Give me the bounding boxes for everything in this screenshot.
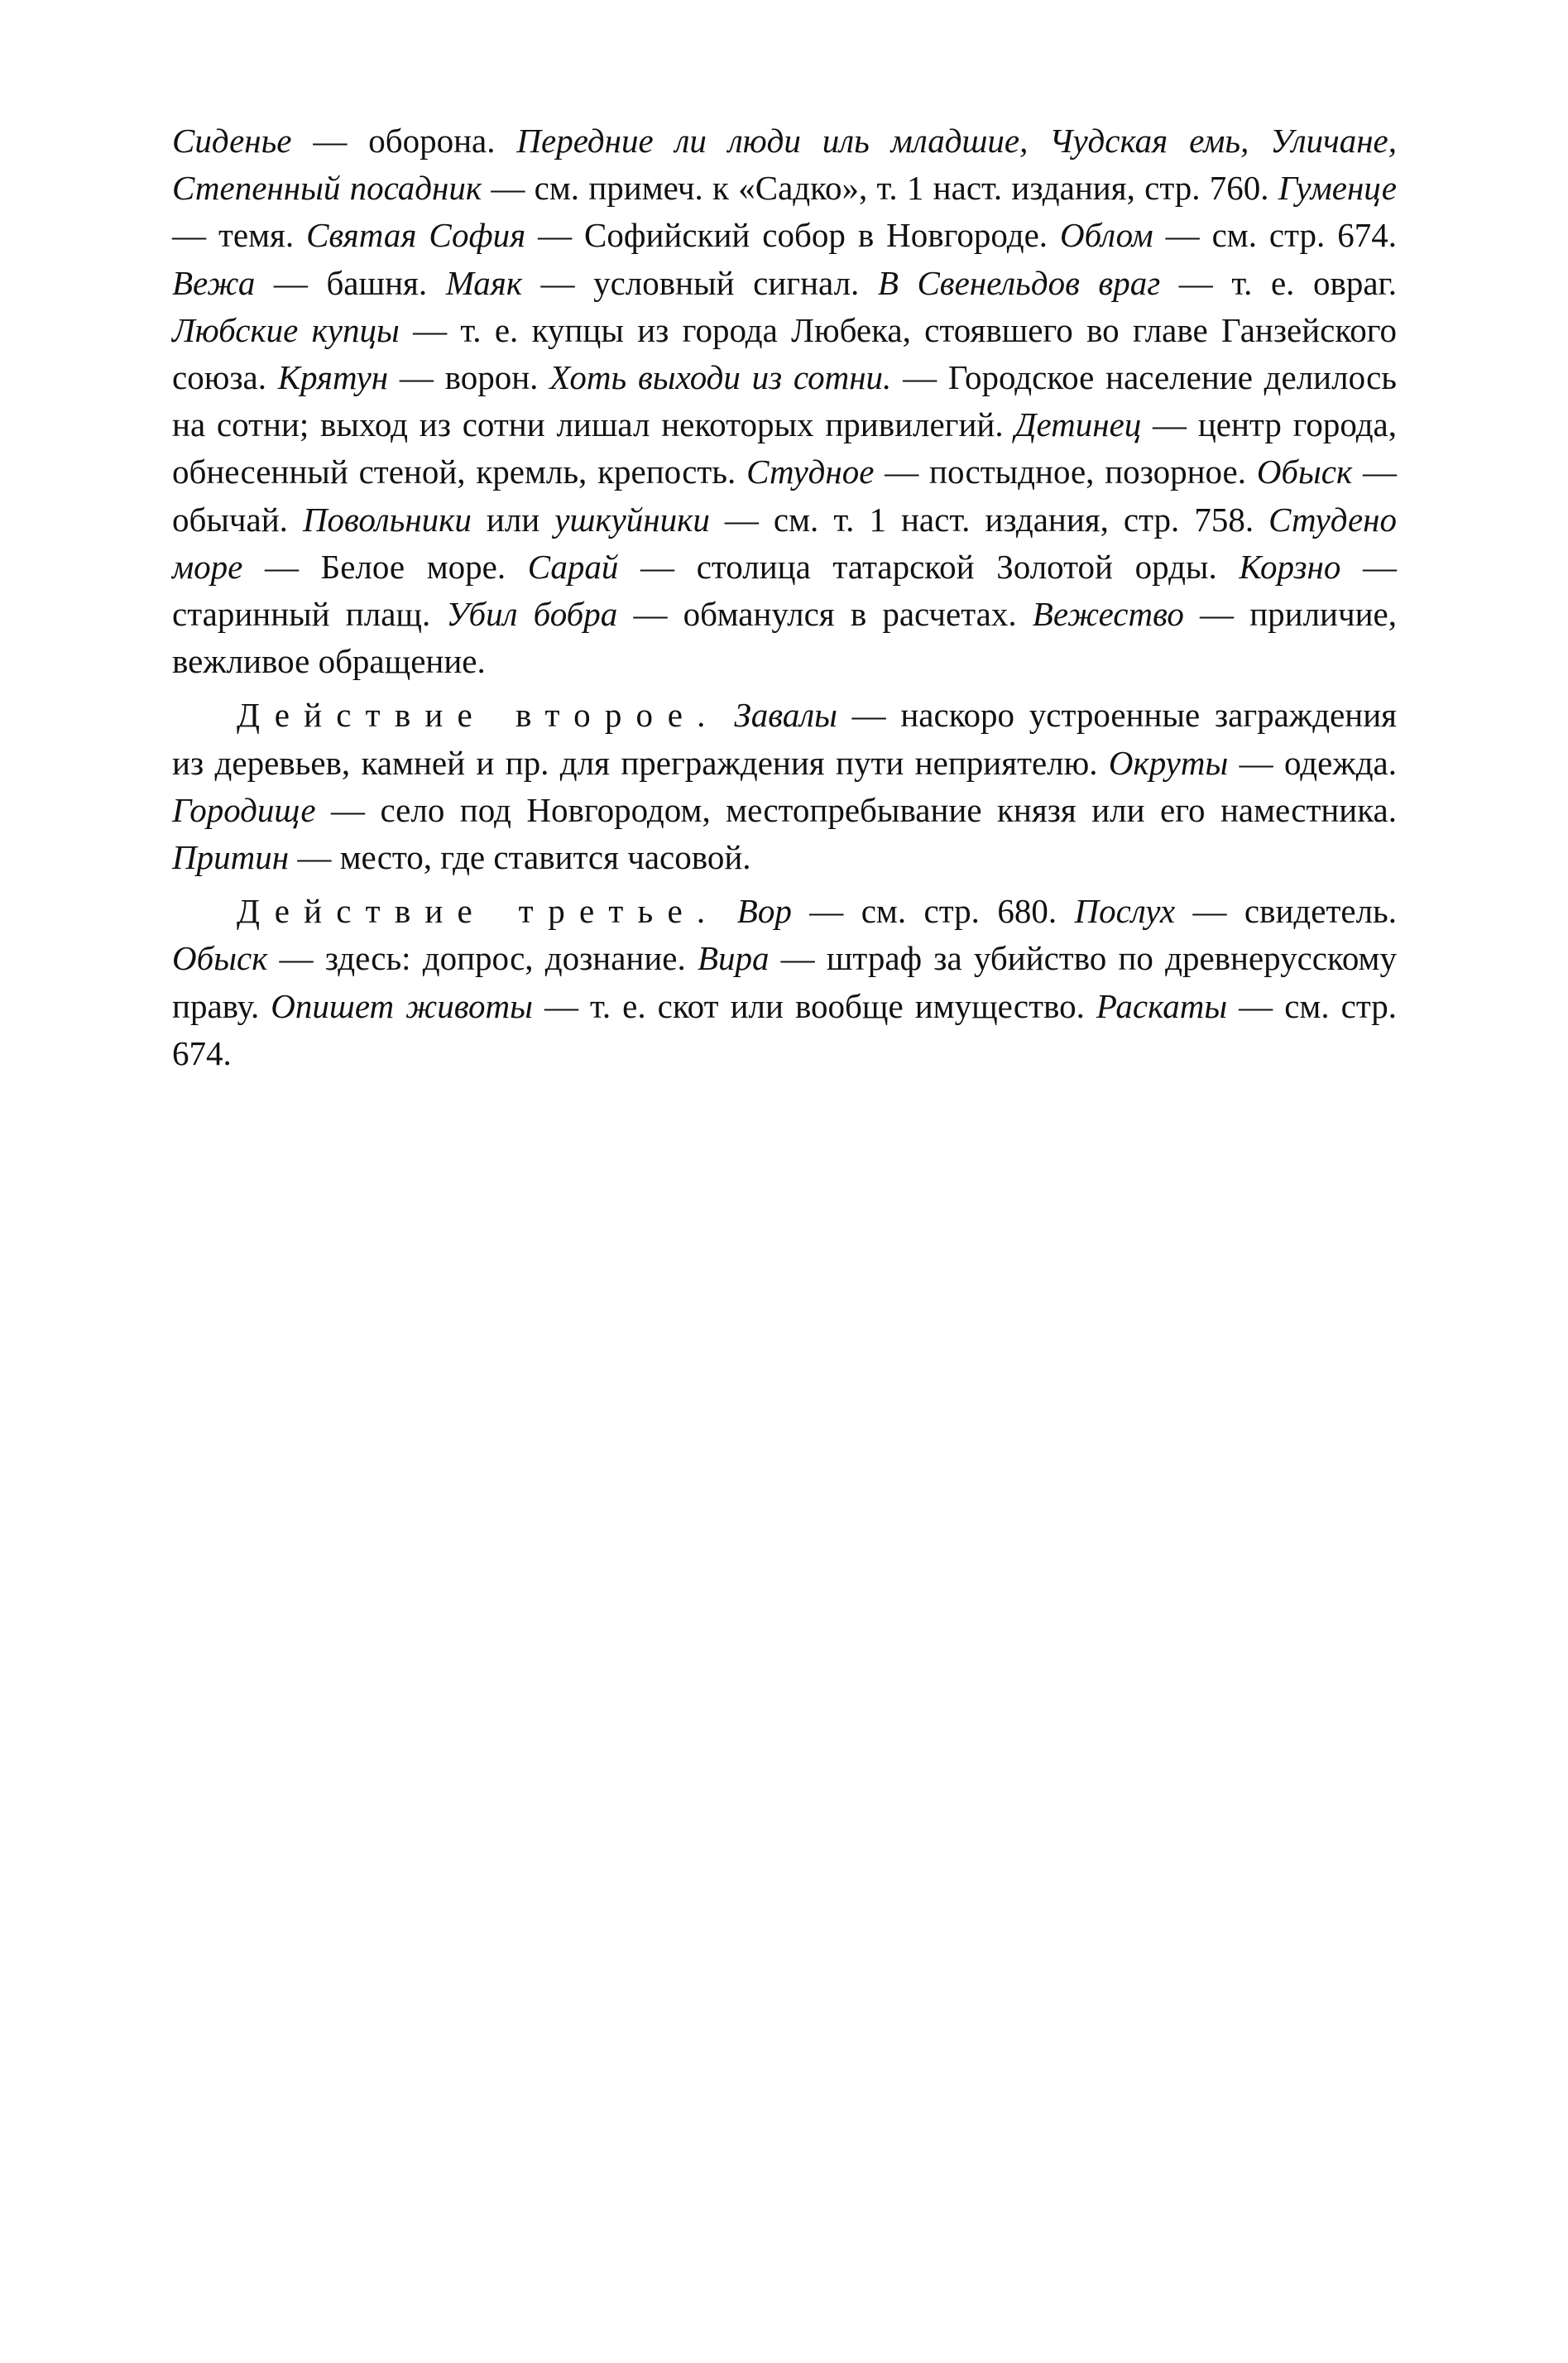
glossary-text: — Городское население делилось на сотни; выход из сотни лишал некоторых привилегий. xyxy=(172,358,1397,444)
glossary-text: — приличие, вежливое обращение. xyxy=(172,595,1397,681)
glossary-text: — обычай. xyxy=(172,453,1397,539)
section-heading: Действие второе. xyxy=(237,696,720,735)
glossary-text: — см. стр. 674. xyxy=(1153,216,1398,255)
glossary-text: — здесь: допрос, дознание. xyxy=(267,939,698,978)
glossary-act-two xyxy=(172,692,1397,881)
page-body xyxy=(172,117,1397,1077)
glossary-term: Притин xyxy=(172,838,290,877)
glossary-term: Вира xyxy=(697,939,770,978)
glossary-text: — место, где ставится часовой. xyxy=(289,838,751,877)
glossary-term: Вор xyxy=(736,892,792,931)
glossary-term: Крятун xyxy=(277,358,389,397)
glossary-text: — см. примеч. к «Садко», т. 1 наст. издания, стр. 760. xyxy=(482,169,1278,208)
glossary-text: — Софийский собор в Новгороде. xyxy=(525,216,1060,255)
glossary-text xyxy=(719,892,736,930)
glossary-term: Любские купцы xyxy=(172,310,400,349)
glossary-term: Опишет животы xyxy=(271,986,533,1025)
glossary-text: — см. т. 1 наст. издания, стр. 758. xyxy=(709,500,1269,539)
glossary-text: — центр города, обнесенный стеной, кремль, крепость. xyxy=(172,405,1398,491)
glossary-text: — наскоро устроенные заграждения из деревьев, камней и пр. для преграждения пути неприятелю. xyxy=(172,696,1398,782)
glossary-term: Маяк xyxy=(445,263,522,302)
glossary-term: Сиденье xyxy=(172,122,292,160)
glossary-term: Повольники xyxy=(302,500,472,539)
glossary-term: Послух xyxy=(1074,892,1176,931)
glossary-term: Обыск xyxy=(172,939,268,978)
glossary-text: — т. е. купцы из города Любека, стоявшего во главе Ганзейского союза. xyxy=(172,310,1397,397)
glossary-term: Окруты xyxy=(1108,743,1229,782)
glossary-text: или xyxy=(471,500,555,539)
glossary-text: — ворон. xyxy=(388,358,550,397)
glossary-text: — темя. xyxy=(172,216,307,255)
glossary-term: Передние ли люди иль младшие, Чудская емь, Уличане, Степенный посадник xyxy=(172,122,1397,208)
glossary-text: — башня. xyxy=(255,263,446,302)
glossary-text: — штраф за убийство по древнерусскому праву. xyxy=(172,939,1397,1025)
glossary-term: Облом xyxy=(1059,216,1153,255)
glossary-term: Вежа xyxy=(172,263,256,302)
glossary-term: В Свенельдов враг xyxy=(877,263,1161,302)
glossary-term: Хоть выходи из сотни. xyxy=(549,358,892,397)
glossary-term: Раскаты xyxy=(1096,986,1228,1025)
glossary-term: Сарай xyxy=(527,547,619,586)
glossary-text: — т. е. скот или вообще имущество. xyxy=(532,986,1096,1025)
glossary-text xyxy=(720,696,735,734)
glossary-text: — условный сигнал. xyxy=(522,263,878,302)
glossary-term: ушкуйники xyxy=(554,500,710,539)
glossary-term: Детинец xyxy=(1014,405,1142,444)
glossary-text: — т. е. овраг. xyxy=(1160,263,1397,302)
glossary-term: Обыск xyxy=(1256,453,1353,491)
glossary-act-one xyxy=(172,117,1397,685)
glossary-text: — оборона. xyxy=(291,122,517,160)
glossary-term: Гуменце xyxy=(1278,169,1398,208)
glossary-text: — обманулся в расчетах. xyxy=(617,595,1033,634)
glossary-act-three xyxy=(172,888,1397,1077)
section-heading: Действие третье. xyxy=(237,892,720,931)
glossary-term: Корзно xyxy=(1239,547,1341,586)
glossary-text: — см. стр. 674. xyxy=(172,986,1397,1072)
glossary-text: — Белое море. xyxy=(242,547,528,586)
glossary-term: Студное xyxy=(746,453,875,491)
glossary-text: — см. стр. 680. xyxy=(791,892,1075,931)
glossary-term: Завалы xyxy=(734,696,837,735)
glossary-text: — столица татарской Золотой орды. xyxy=(618,547,1240,586)
glossary-text: — село под Новгородом, местопребывание князя или его наместника. xyxy=(315,790,1397,829)
glossary-text: — старинный плащ. xyxy=(172,547,1398,634)
glossary-term: Святая София xyxy=(306,216,526,255)
glossary-term: Убил бобра xyxy=(446,595,618,634)
glossary-term: Студено море xyxy=(172,500,1397,586)
glossary-text: — свидетель. xyxy=(1175,892,1397,931)
glossary-text: — постыдное, позорное. xyxy=(874,453,1257,491)
glossary-term: Городище xyxy=(172,790,316,829)
glossary-text: — одежда. xyxy=(1228,743,1397,782)
glossary-term: Вежество xyxy=(1032,595,1184,634)
